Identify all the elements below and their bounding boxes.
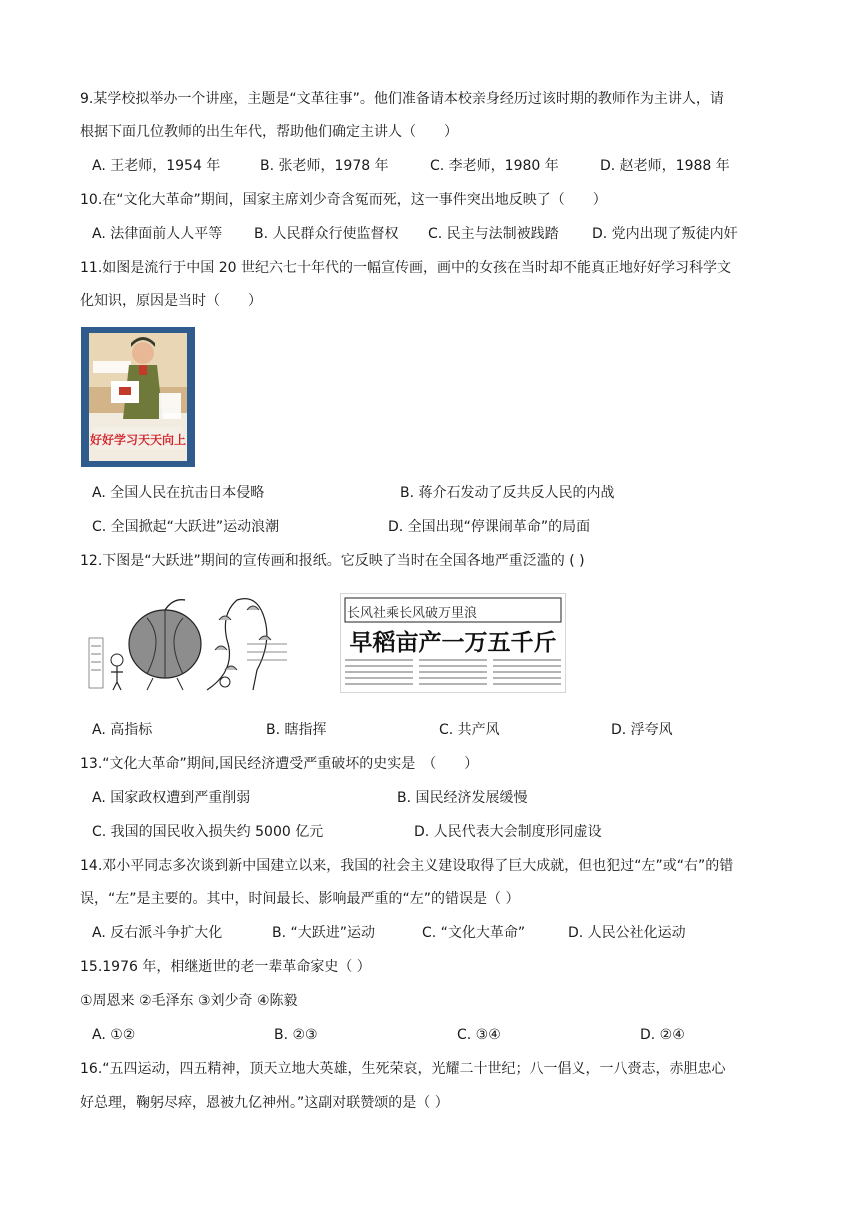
question-14-options (92, 923, 792, 943)
question-14-option-b: B. “大跃进”运动 (272, 925, 376, 941)
newspaper-subtitle: 长风社乘长风破万里浪 (347, 606, 478, 621)
question-11-options-row-1 (92, 483, 792, 503)
question-10-options (92, 224, 792, 244)
question-9-options (92, 156, 792, 176)
question-13-option-a: A. 国家政权遭到严重削弱 (92, 790, 251, 806)
cartoon-image (87, 590, 315, 694)
poster-caption: 好好学习天天向上 (89, 433, 186, 447)
cartoon-drawing (87, 590, 315, 694)
question-10-option-a: A. 法律面前人人平等 (92, 226, 223, 242)
question-12-option-d: D. 浮夸风 (611, 722, 673, 738)
question-9-line-1: 9.某学校拟举办一个讲座，主题是“文革往事”。他们准备请本校亲身经历过该时期的教师作为主讲人，请 (80, 91, 724, 107)
question-13-options-row-1 (92, 788, 792, 808)
question-11-option-b: B. 蒋介石发动了反共反人民的内战 (400, 485, 615, 501)
question-14-option-d: D. 人民公社化运动 (568, 925, 686, 941)
question-14-option-c: C. “文化大革命” (422, 925, 526, 941)
question-10-option-b: B. 人民群众行使监督权 (254, 226, 399, 242)
question-12-line-1: 12.下图是“大跃进”期间的宣传画和报纸。它反映了当时在全国各地严重泛滥的 ( ) (80, 553, 585, 569)
question-10-line-1: 10.在“文化大革命”期间，国家主席刘少奇含冤而死，这一事件突出地反映了（ ） (80, 192, 607, 208)
question-11-options-row-2 (92, 517, 792, 537)
question-13-line-1: 13.“文化大革命”期间,国民经济遭受严重破坏的史实是 （ ） (80, 756, 479, 772)
question-15-option-d: D. ②④ (640, 1027, 685, 1043)
question-11-option-d: D. 全国出现“停课闹革命”的局面 (388, 519, 591, 535)
question-12-option-b: B. 瞎指挥 (266, 722, 327, 738)
question-14-line-1: 14.邓小平同志多次谈到新中国建立以来，我国的社会主义建设取得了巨大成就，但也犯过“左”或“右”的错 (80, 858, 734, 874)
question-13-option-b: B. 国民经济发展缓慢 (397, 790, 528, 806)
question-10-option-d: D. 党内出现了叛徒内奸 (592, 226, 738, 242)
newspaper-image (340, 593, 566, 693)
question-12-option-c: C. 共产风 (439, 722, 500, 738)
question-11-option-c: C. 全国掀起“大跃进”运动浪潮 (92, 519, 280, 535)
question-15-line-2: ①周恩来 ②毛泽东 ③刘少奇 ④陈毅 (80, 993, 298, 1009)
propaganda-poster-image (81, 327, 195, 467)
question-15-option-c: C. ③④ (457, 1027, 501, 1043)
question-10-option-c: C. 民主与法制被践踏 (428, 226, 559, 242)
question-9-option-b: B. 张老师，1978 年 (260, 158, 389, 174)
question-9-line-2: 根据下面几位教师的出生年代，帮助他们确定主讲人（ ） (80, 124, 458, 140)
newspaper-headline: 早稻亩产一万五千斤 (349, 630, 557, 656)
question-11-option-a: A. 全国人民在抗击日本侵略 (92, 485, 265, 501)
question-16-line-1: 16.“五四运动，四五精神，顶天立地大英雄，生死荣哀，光耀二十世纪；八一倡义，一八赍志，赤胆忠心 (80, 1061, 726, 1077)
question-13-option-d: D. 人民代表大会制度形同虚设 (414, 824, 602, 840)
question-13-options-row-2 (92, 822, 792, 842)
question-13-option-c: C. 我国的国民收入损失约 5000 亿元 (92, 824, 324, 840)
question-15-line-1: 15.1976 年，相继逝世的老一辈革命家史（ ） (80, 959, 371, 975)
question-16-line-2: 好总理，鞠躬尽瘁，恩被九亿神州。”这副对联赞颂的是（ ） (80, 1095, 449, 1111)
question-14-option-a: A. 反右派斗争扩大化 (92, 925, 223, 941)
question-15-option-a: A. ①② (92, 1027, 136, 1043)
question-9-option-c: C. 李老师，1980 年 (430, 158, 559, 174)
question-14-line-2: 误，“左”是主要的。其中，时间最长、影响最严重的“左”的错误是（ ） (80, 891, 520, 907)
question-9-option-a: A. 王老师，1954 年 (92, 158, 221, 174)
question-12-option-a: A. 高指标 (92, 722, 153, 738)
question-11-line-2: 化知识，原因是当时（ ） (80, 293, 262, 309)
question-12-options (92, 720, 792, 740)
newspaper-text-columns (341, 594, 565, 692)
question-9-option-d: D. 赵老师，1988 年 (600, 158, 730, 174)
question-11-line-1: 11.如图是流行于中国 20 世纪六七十年代的一幅宣传画，画中的女孩在当时却不能真正地好好学习科学文 (80, 260, 731, 276)
question-15-option-b: B. ②③ (274, 1027, 318, 1043)
question-15-options (92, 1025, 792, 1045)
